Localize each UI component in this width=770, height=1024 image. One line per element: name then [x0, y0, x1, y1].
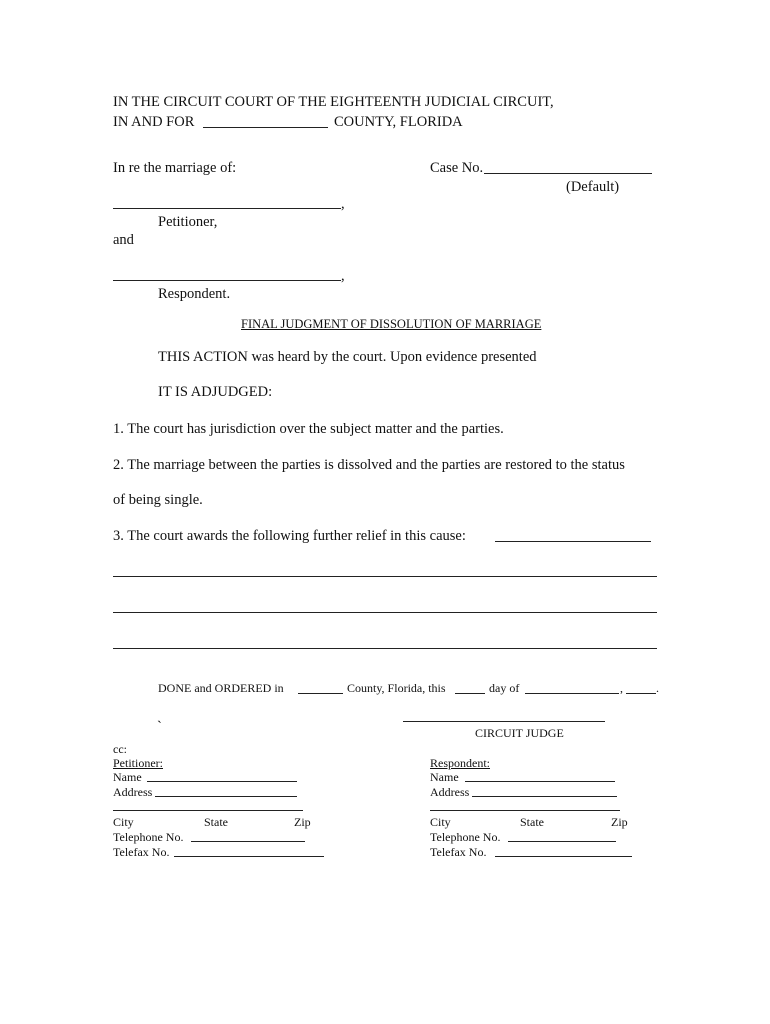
county-blank[interactable]	[203, 127, 328, 128]
cc-respondent-address-label: Address	[430, 785, 470, 799]
cc-petitioner-address-blank[interactable]	[155, 796, 297, 797]
item-2-line2: of being single.	[113, 492, 203, 508]
cc-respondent-address-blank[interactable]	[472, 796, 617, 797]
cc-label: cc:	[113, 742, 127, 756]
cc-respondent-state: State	[520, 815, 544, 829]
cc-petitioner-heading: Petitioner:	[113, 756, 163, 770]
cc-petitioner-address2-blank[interactable]	[113, 810, 303, 811]
year-blank[interactable]	[626, 693, 656, 694]
default-label: (Default)	[566, 179, 620, 195]
item-3: 3. The court awards the following further relief in this cause:	[113, 528, 466, 544]
relief-blank-inline[interactable]	[495, 541, 651, 542]
cc-petitioner-name-blank[interactable]	[147, 781, 297, 782]
adjudged-label: IT IS ADJUDGED:	[158, 384, 273, 400]
court-header-line1: IN THE CIRCUIT COURT OF THE EIGHTEENTH JUDICIAL CIRCUIT,	[113, 94, 554, 110]
judgment-intro: THIS ACTION was heard by the court. Upon evidence presented	[158, 349, 537, 365]
tick-mark: `	[157, 719, 162, 735]
done-ordered-period: .	[656, 681, 659, 695]
petitioner-comma: ,	[341, 196, 345, 212]
court-header-suffix: COUNTY, FLORIDA	[334, 114, 463, 130]
case-no-label: Case No.	[430, 160, 484, 176]
in-re-label: In re the marriage of:	[113, 160, 237, 176]
petitioner-name-blank[interactable]	[113, 208, 341, 209]
cc-respondent-address2-blank[interactable]	[430, 810, 620, 811]
cc-petitioner-city: City	[113, 815, 134, 829]
cc-respondent-heading: Respondent:	[430, 756, 490, 770]
respondent-comma: ,	[341, 268, 345, 284]
county-blank-ordered[interactable]	[298, 693, 343, 694]
judge-signature-line[interactable]	[403, 721, 605, 722]
relief-blank-line2[interactable]	[113, 612, 657, 613]
relief-blank-line1[interactable]	[113, 576, 657, 577]
respondent-name-blank[interactable]	[113, 280, 341, 281]
month-blank[interactable]	[525, 693, 619, 694]
cc-petitioner-address-label: Address	[113, 785, 153, 799]
cc-respondent-name-blank[interactable]	[465, 781, 615, 782]
cc-respondent-telephone-blank[interactable]	[508, 841, 616, 842]
respondent-label: Respondent.	[158, 286, 231, 302]
judgment-title: FINAL JUDGMENT OF DISSOLUTION OF MARRIAGE	[241, 317, 542, 331]
item-2-line1: 2. The marriage between the parties is dissolved and the parties are restored to the status	[113, 457, 625, 473]
done-ordered-day-of: day of	[489, 681, 520, 695]
case-no-blank[interactable]	[484, 173, 652, 174]
petitioner-label: Petitioner,	[158, 214, 218, 230]
circuit-judge-label: CIRCUIT JUDGE	[475, 726, 564, 740]
cc-petitioner-name-label: Name	[113, 770, 142, 784]
relief-blank-line3[interactable]	[113, 648, 657, 649]
cc-petitioner-telefax-label: Telefax No.	[113, 845, 170, 859]
cc-petitioner-telefax-blank[interactable]	[174, 856, 324, 857]
cc-respondent-name-label: Name	[430, 770, 459, 784]
cc-petitioner-zip: Zip	[294, 815, 311, 829]
cc-petitioner-state: State	[204, 815, 228, 829]
done-ordered-comma: ,	[620, 681, 623, 695]
item-1: 1. The court has jurisdiction over the subject matter and the parties.	[113, 421, 504, 437]
day-blank[interactable]	[455, 693, 485, 694]
cc-respondent-zip: Zip	[611, 815, 628, 829]
cc-petitioner-telephone-label: Telephone No.	[113, 830, 184, 844]
cc-respondent-telefax-label: Telefax No.	[430, 845, 487, 859]
cc-petitioner-telephone-blank[interactable]	[191, 841, 305, 842]
cc-respondent-telephone-label: Telephone No.	[430, 830, 501, 844]
cc-respondent-city: City	[430, 815, 451, 829]
and-label: and	[113, 232, 134, 248]
done-ordered-prefix: DONE and ORDERED in	[158, 681, 284, 695]
cc-respondent-telefax-blank[interactable]	[495, 856, 632, 857]
done-ordered-county: County, Florida, this	[347, 681, 446, 695]
court-header-prefix: IN AND FOR	[113, 114, 195, 130]
